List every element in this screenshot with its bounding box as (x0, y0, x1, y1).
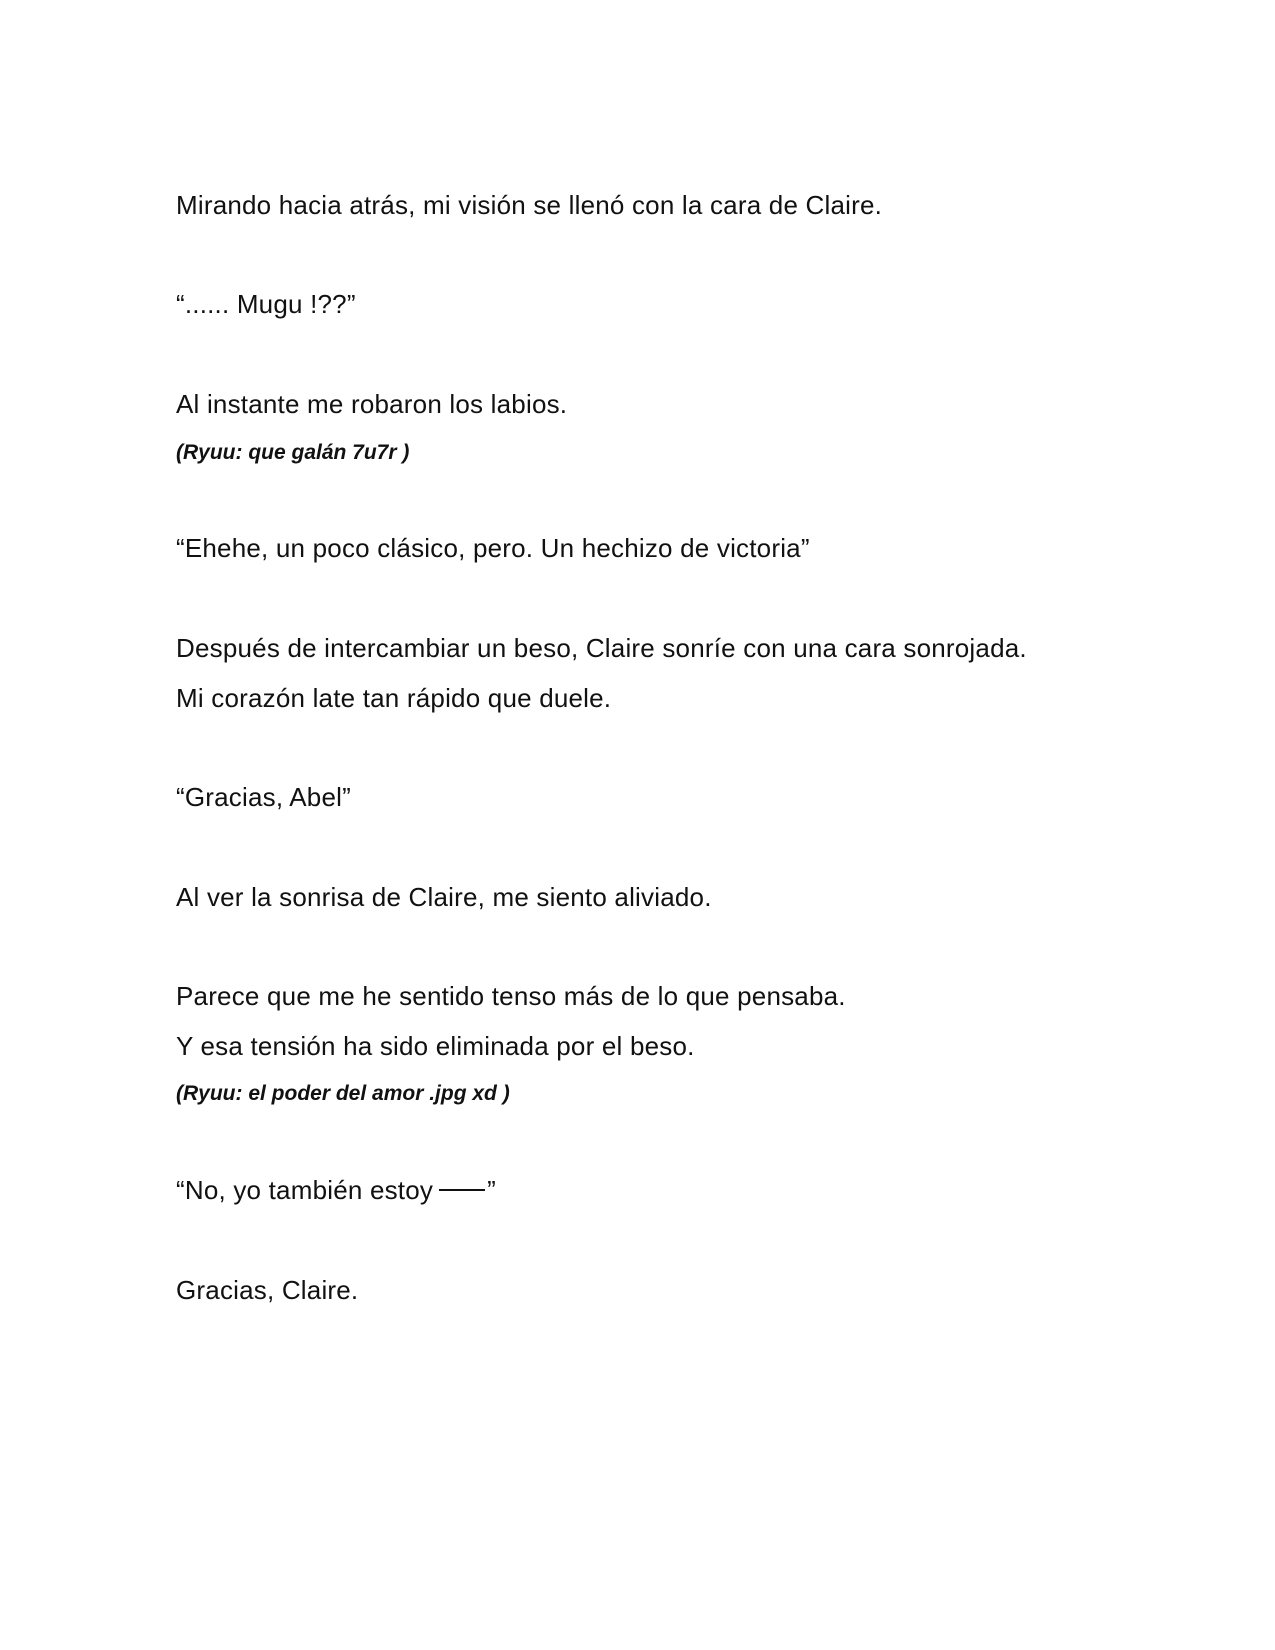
dialogue-line: “Ehehe, un poco clásico, pero. Un hechizo de victoria” (176, 533, 810, 563)
paragraph-line: Después de intercambiar un beso, Claire sonríe con una cara sonrojada. (176, 633, 1027, 663)
closing-quote: ” (487, 1175, 496, 1205)
translator-note: (Ryuu: que galán 7u7r ) (176, 441, 410, 464)
paragraph-line: Mi corazón late tan rápido que duele. (176, 683, 612, 713)
paragraph-line: Gracias, Claire. (176, 1275, 359, 1305)
paragraph-line: Y esa tensión ha sido eliminada por el beso. (176, 1031, 695, 1061)
paragraph-line: Mirando hacia atrás, mi visión se llenó con la cara de Claire. (176, 190, 883, 220)
paragraph-line: Al instante me robaron los labios. (176, 389, 568, 419)
translator-note: (Ryuu: el poder del amor .jpg xd ) (176, 1082, 510, 1105)
em-dash (439, 1189, 485, 1191)
dialogue-line (176, 1175, 496, 1205)
dialogue-line: “...... Mugu !??” (176, 289, 356, 319)
dialogue-line: “Gracias, Abel” (176, 782, 351, 812)
paragraph-line: Al ver la sonrisa de Claire, me siento aliviado. (176, 882, 712, 912)
paragraph-line: Parece que me he sentido tenso más de lo que pensaba. (176, 981, 846, 1011)
dialogue-text: “No, yo también estoy (176, 1175, 434, 1205)
